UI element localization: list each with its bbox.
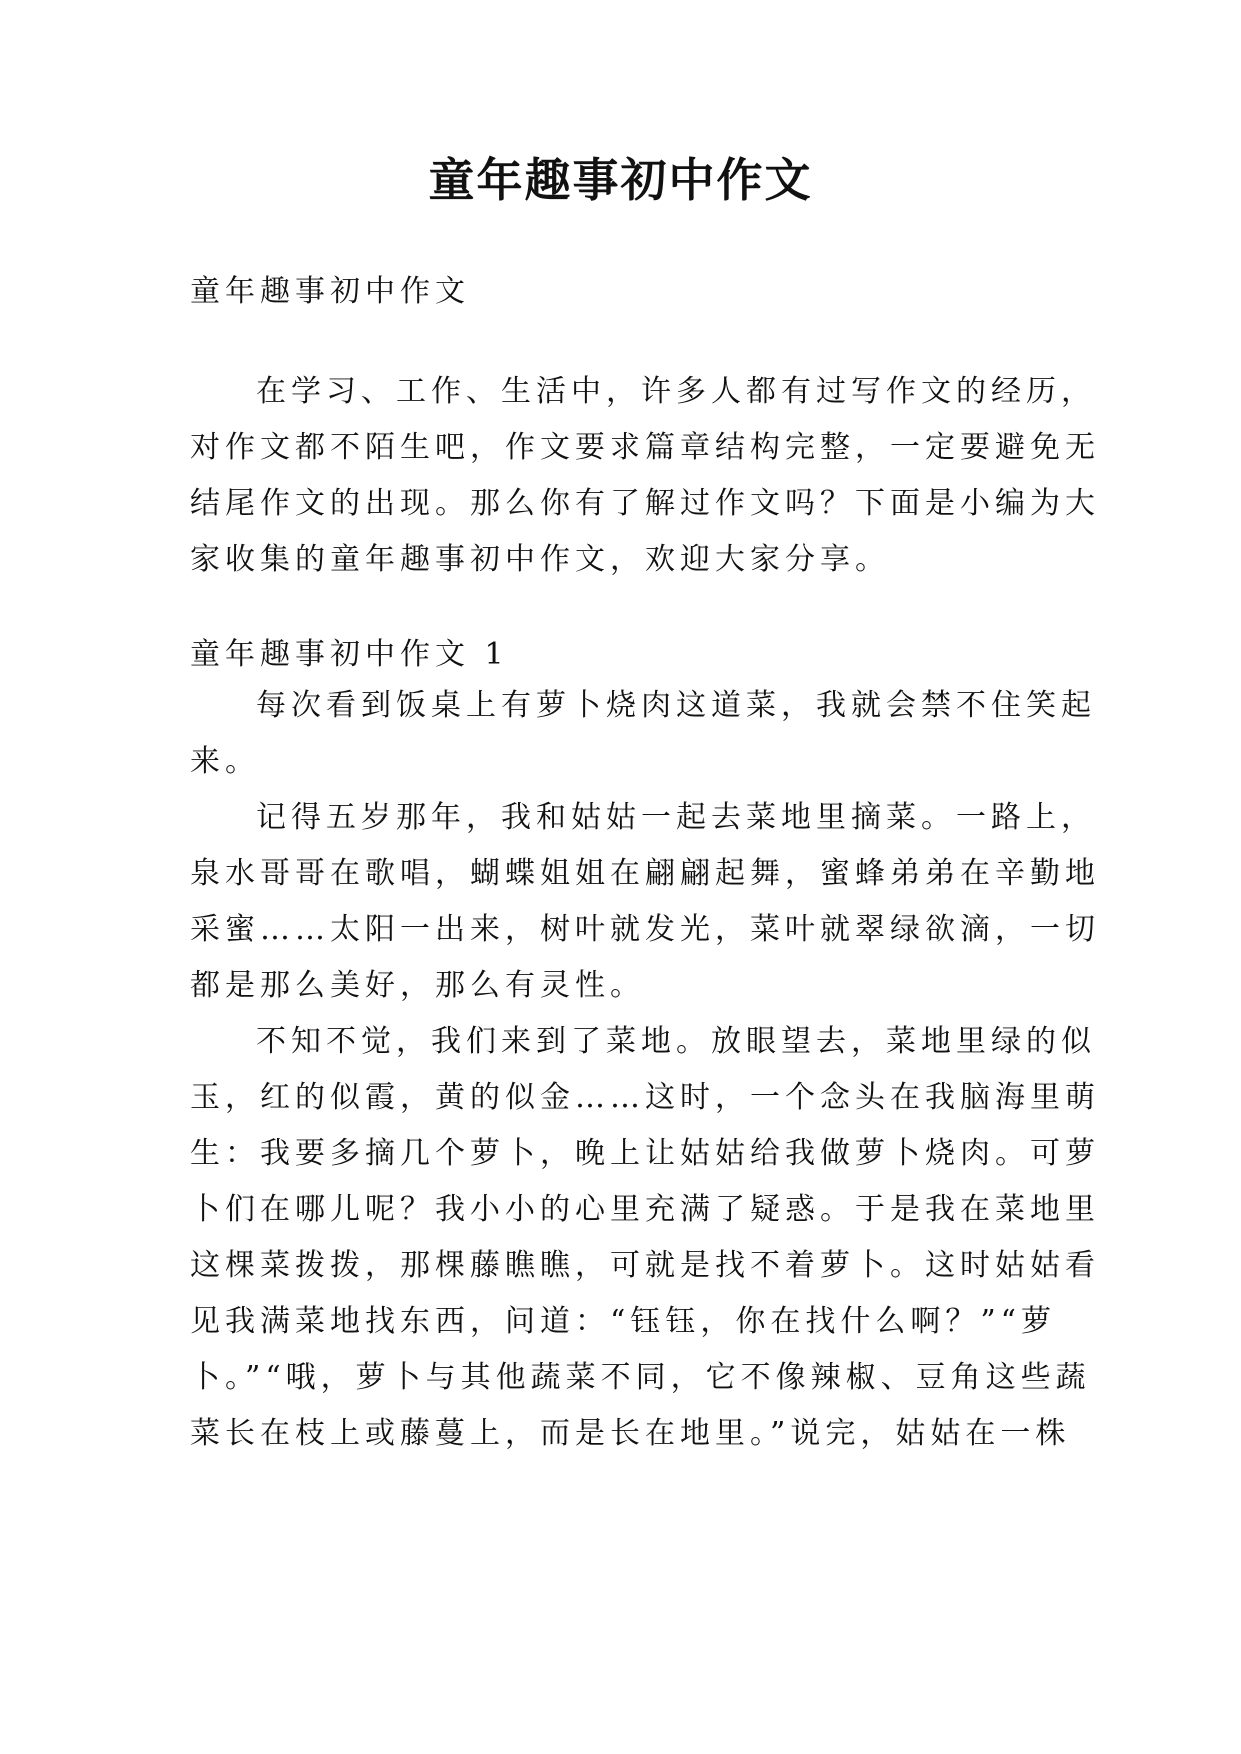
- paragraph-line: 泉水哥哥在歌唱，蝴蝶姐姐在翩翩起舞，蜜蜂弟弟在辛勤地: [190, 856, 1100, 891]
- paragraph-line: 菜长在枝上或藤蔓上，而是长在地里。”说完，姑姑在一株: [190, 1416, 1071, 1451]
- paragraph-line: 见我满菜地找东西，问道：“钰钰，你在找什么啊？”“萝: [190, 1304, 1057, 1339]
- paragraph-line: 生：我要多摘几个萝卜，晚上让姑姑给我做萝卜烧肉。可萝: [190, 1136, 1100, 1171]
- paragraph-line: 卜。”“哦，萝卜与其他蔬菜不同，它不像辣椒、豆角这些蔬: [190, 1360, 1091, 1395]
- paragraph-line: 不知不觉，我们来到了菜地。放眼望去，菜地里绿的似: [256, 1024, 1096, 1059]
- section-heading: 童年趣事初中作文 1: [190, 637, 509, 672]
- paragraph-line: 每次看到饭桌上有萝卜烧肉这道菜，我就会禁不住笑起: [256, 688, 1096, 723]
- paragraph-line: 来。: [190, 744, 260, 779]
- paragraph-line: 记得五岁那年，我和姑姑一起去菜地里摘菜。一路上，: [256, 800, 1096, 835]
- paragraph-line: 都是那么美好，那么有灵性。: [190, 968, 645, 1003]
- intro-line: 结尾作文的出现。那么你有了解过作文吗？下面是小编为大: [190, 486, 1100, 521]
- paragraph-line: 这棵菜拨拨，那棵藤瞧瞧，可就是找不着萝卜。这时姑姑看: [190, 1248, 1100, 1283]
- document-subtitle: 童年趣事初中作文: [190, 274, 470, 309]
- paragraph-line: 卜们在哪儿呢？我小小的心里充满了疑惑。于是我在菜地里: [190, 1192, 1100, 1227]
- intro-line: 在学习、工作、生活中，许多人都有过写作文的经历，: [256, 374, 1096, 409]
- paragraph-line: 玉，红的似霞，黄的似金……这时，一个念头在我脑海里萌: [190, 1080, 1100, 1115]
- intro-line: 对作文都不陌生吧，作文要求篇章结构完整，一定要避免无: [190, 430, 1100, 465]
- intro-line: 家收集的童年趣事初中作文，欢迎大家分享。: [190, 542, 890, 577]
- document-title: 童年趣事初中作文: [428, 153, 813, 207]
- paragraph-line: 采蜜……太阳一出来，树叶就发光，菜叶就翠绿欲滴，一切: [190, 912, 1100, 947]
